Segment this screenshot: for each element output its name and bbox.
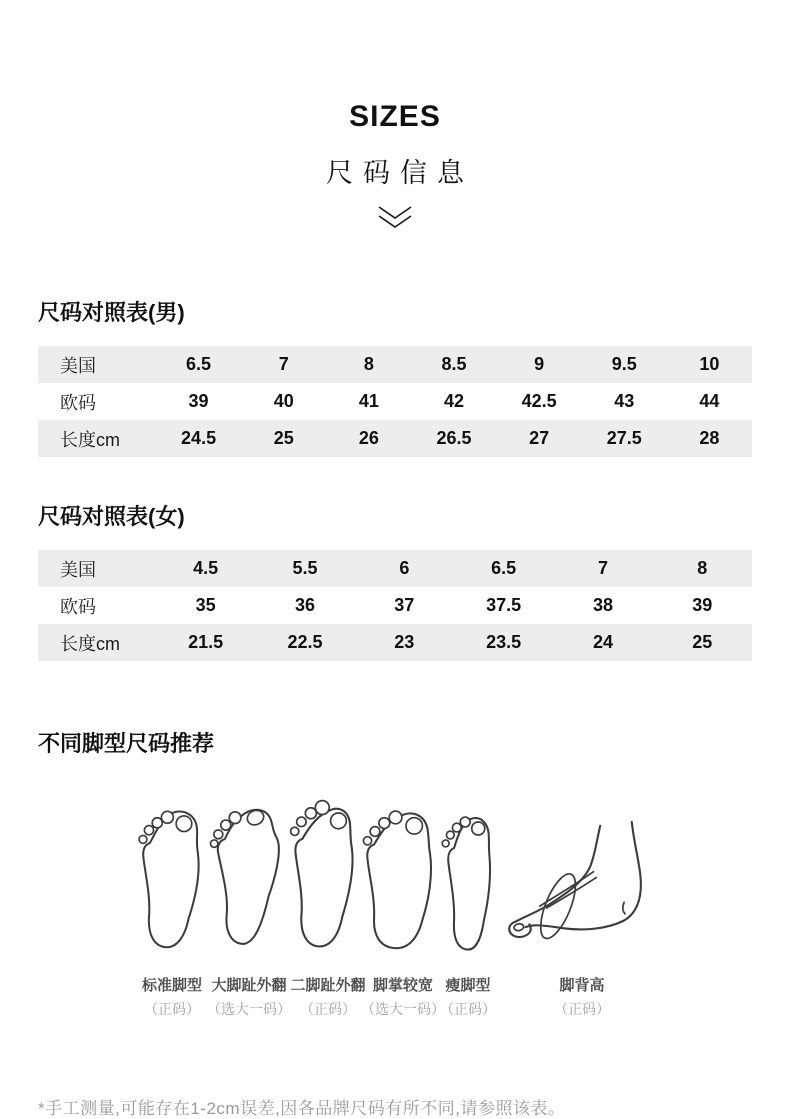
foot-outline-narrow-icon — [441, 792, 495, 954]
measurement-disclaimer: *手工测量,可能存在1-2cm误差,因各品牌尺码有所不同,请参照该表。 — [38, 1099, 566, 1118]
table-cell-value: 21.5 — [188, 632, 224, 652]
foot-type-advice: （选大一码） — [361, 1001, 445, 1017]
table-row — [38, 587, 752, 624]
table-cell-value: 4.5 — [193, 558, 219, 578]
table-cell-value: 7 — [597, 558, 608, 578]
foot-type-heading: 不同脚型尺码推荐 — [38, 731, 215, 756]
table-cell-value: 38 — [592, 595, 613, 615]
table-cell-value: 25 — [692, 632, 713, 652]
table-cell-value: 6.5 — [491, 558, 517, 578]
foot-type-name: 脚掌较宽 — [372, 977, 433, 994]
foot-type-high-instep — [498, 792, 666, 1019]
table-cell-value: 23.5 — [486, 632, 522, 652]
table-cell-value: 44 — [699, 391, 720, 411]
size-table-men — [38, 346, 752, 457]
foot-type-name: 脚背高 — [559, 977, 605, 994]
foot-outline-standard-icon — [137, 792, 207, 954]
table-cell-value: 9.5 — [611, 354, 637, 374]
table-cell-value: 40 — [273, 391, 294, 411]
table-row — [38, 383, 752, 420]
table-cell-value: 26 — [358, 428, 379, 448]
table-cell-value: 10 — [699, 354, 720, 374]
table-cell-value: 6 — [399, 558, 410, 578]
table-cell-value: 8 — [363, 354, 374, 374]
foot-type-advice: （正码） — [300, 1001, 356, 1017]
foot-type-name: 瘦脚型 — [445, 977, 491, 994]
table-cell-value: 39 — [188, 391, 209, 411]
table-cell-label: 长度cm — [60, 429, 120, 450]
table-cell-value: 36 — [294, 595, 315, 615]
table-cell-value: 43 — [614, 391, 635, 411]
table-cell-value: 22.5 — [287, 632, 323, 652]
table-cell-value: 27.5 — [606, 428, 642, 448]
table-row — [38, 624, 752, 661]
size-table-women — [38, 550, 752, 661]
men-table-heading: 尺码对照表(男) — [38, 300, 185, 325]
table-cell-value: 37 — [394, 595, 415, 615]
table-row — [38, 550, 752, 587]
table-cell-value: 39 — [692, 595, 713, 615]
table-cell-value: 27 — [529, 428, 550, 448]
foot-side-high-instep-icon — [502, 792, 662, 954]
foot-type-advice: （正码） — [554, 1001, 610, 1017]
page-title-zh: 尺码信息 — [326, 158, 474, 188]
table-cell-value: 8 — [697, 558, 708, 578]
table-cell-value: 5.5 — [292, 558, 318, 578]
table-cell-label: 美国 — [60, 355, 96, 376]
table-cell-value: 26.5 — [436, 428, 472, 448]
table-cell-value: 24.5 — [181, 428, 217, 448]
table-cell-value: 25 — [273, 428, 294, 448]
foot-type-advice: （正码） — [144, 1001, 200, 1017]
table-cell-value: 6.5 — [186, 354, 212, 374]
table-cell-value: 41 — [358, 391, 379, 411]
foot-type-advice: （选大一码） — [207, 1001, 291, 1017]
foot-type-advice: （正码） — [440, 1001, 496, 1017]
table-cell-label: 美国 — [60, 559, 96, 580]
page-title-en: SIZES — [349, 100, 441, 133]
foot-type-name: 大脚趾外翻 — [211, 977, 287, 994]
table-cell-label: 欧码 — [60, 596, 96, 617]
table-row — [38, 346, 752, 383]
table-cell-value: 7 — [278, 354, 289, 374]
table-row — [38, 420, 752, 457]
table-cell-value: 8.5 — [441, 354, 467, 374]
table-cell-value: 24 — [592, 632, 613, 652]
table-cell-label: 欧码 — [60, 392, 96, 413]
table-cell-value: 23 — [394, 632, 415, 652]
foot-type-figures — [0, 792, 790, 1050]
table-cell-label: 长度cm — [60, 633, 120, 654]
foot-type-name: 标准脚型 — [141, 977, 202, 994]
table-cell-value: 35 — [195, 595, 216, 615]
foot-type-name: 二脚趾外翻 — [290, 977, 366, 994]
table-cell-value: 9 — [534, 354, 545, 374]
table-cell-value: 37.5 — [486, 595, 522, 615]
table-cell-value: 42 — [443, 391, 464, 411]
women-table-heading: 尺码对照表(女) — [38, 504, 185, 529]
hero-header — [0, 0, 790, 240]
table-cell-value: 42.5 — [521, 391, 557, 411]
table-cell-value: 28 — [699, 428, 720, 448]
double-chevron-down-icon — [0, 203, 790, 240]
